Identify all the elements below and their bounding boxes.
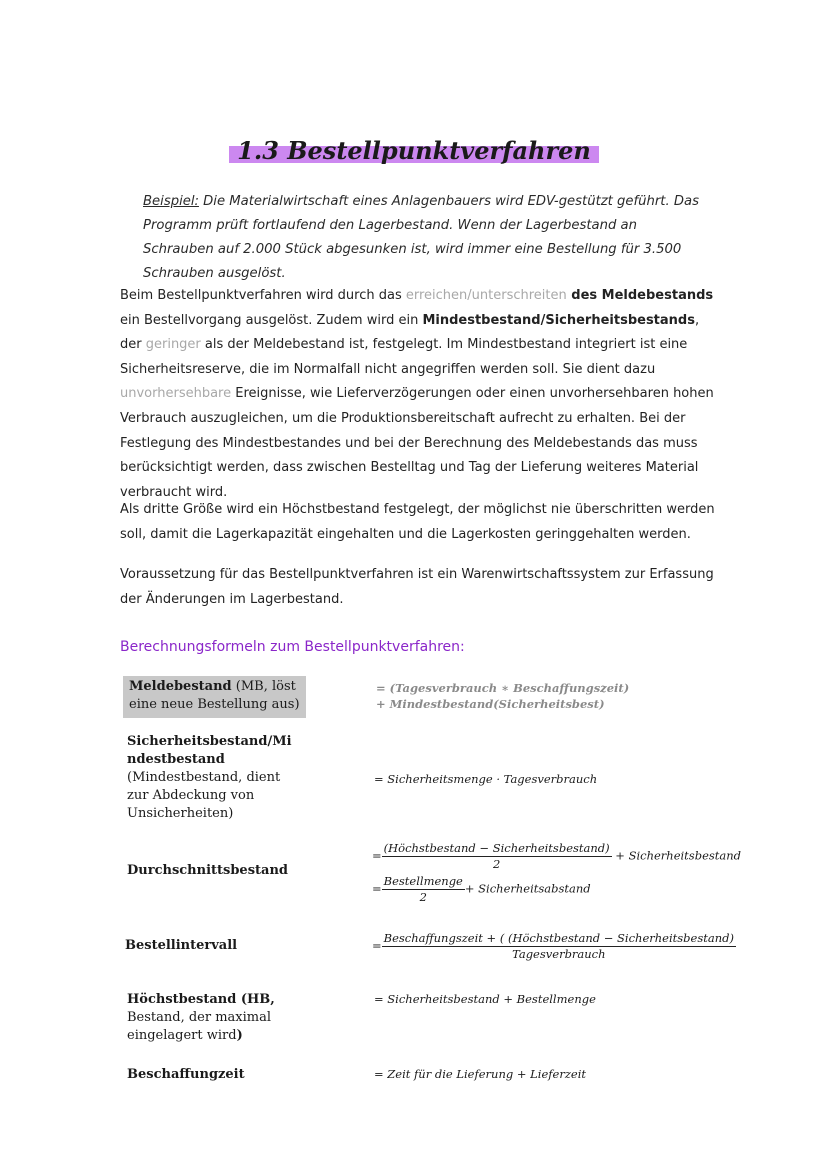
beschaffungszeit-label <box>127 1066 307 1084</box>
db-f2-rest: + Sicherheitsabstand <box>464 881 591 896</box>
sicherheitsbestand-label <box>127 733 299 823</box>
p1-g2: geringer <box>145 337 201 353</box>
example-block <box>143 190 703 286</box>
sicherheitsbestand-formula: = Sicherheitsmenge · Tagesverbrauch <box>374 772 598 786</box>
hoechstbestand-formula: = Sicherheitsbestand + Bestellmenge <box>374 992 596 1006</box>
hoechstbestand-label <box>127 991 277 1045</box>
db-f2-denominator: 2 <box>419 890 427 904</box>
db-f1-eq: = <box>372 848 382 863</box>
p1-g3: unvorhersehbare <box>120 386 232 402</box>
meldebestand-formula-line1: = (Tagesverbrauch ∗ Beschaffungszeit) <box>376 681 630 695</box>
meldebestand-formula-line2: + Mindestbestand(Sicherheitsbest) <box>376 697 605 711</box>
p1-g1: erreichen/unterschreiten <box>405 288 567 303</box>
p1-t3: , der <box>120 312 700 353</box>
sicherheitsbestand-label-rest: (Mindestbestand, dient zur Abdeckung von Unsicherheiten) <box>127 770 281 821</box>
p1-t2: ein Bestellvorgang ausgelöst. Zudem wird ein <box>120 312 423 328</box>
formula-heading: Berechnungsformeln zum Bestellpunktverfahren: <box>120 639 465 655</box>
beschaffungszeit-formula: = Zeit für die Lieferung + Lieferzeit <box>374 1067 587 1081</box>
paragraph-3: Voraussetzung für das Bestellpunktverfahren ist ein Warenwirtschaftssystem zur Erfassung der Änderungen im Lagerbestand. <box>120 567 714 607</box>
p1-b1: des Meldebestands <box>566 288 714 303</box>
p1-t5: Ereignisse, wie Lieferverzögerungen oder einen unvorhersehbaren hohen Verbrauch auszugleichen, um die Produktionsbereitschaft aufrecht zu erhalten. Bei der Festlegung des Mindestbestandes und bei der Berechnung des Meldebestands das muss berücksichtigt werden, dass zwischen Bestelltag und Tag der Lieferung weiteres Material verbraucht wird. <box>120 386 714 500</box>
hoechstbestand-label-close: ) <box>236 1028 243 1043</box>
page-title <box>229 136 599 166</box>
db-f1-denominator: 2 <box>492 857 501 871</box>
bestellintervall-label <box>125 937 305 955</box>
meldebestand-label <box>129 678 309 714</box>
bestellintervall-formula <box>372 931 736 962</box>
db-f1-numerator: (Höchstbestand − Sicherheitsbestand) <box>383 841 610 855</box>
example-text: Die Materialwirtschaft eines Anlagenbauers wird EDV-gestützt geführt. Das Programm prüft fortlaufend den Lagerbestand. Wenn der Lagerbestand an Schrauben auf 2.000 Stück abgesunken ist, wird immer eine Bestellung für 3.500 Schrauben ausgelöst. <box>143 194 699 281</box>
title-wrap <box>0 136 828 166</box>
db-f1-rest: + Sicherheitsbestand <box>615 848 742 863</box>
durchschnittsbestand-formula-2 <box>372 874 591 905</box>
hoechstbestand-label-rest: Bestand, der maximal eingelagert wird <box>127 1010 272 1043</box>
sicherheitsbestand-label-bold: Sicherheitsbestand/Mindestbestand <box>127 734 292 767</box>
meldebestand-label-bold: Meldebestand <box>129 679 232 694</box>
example-label: Beispiel: <box>143 194 199 209</box>
paragraph-1 <box>120 284 720 505</box>
paragraph-2: Als dritte Größe wird ein Höchstbestand festgelegt, der möglichst nie überschritten werden soll, damit die Lagerkapazität eingehalten und die Lagerkosten geringgehalten werden. <box>120 502 715 542</box>
db-f2-eq: = <box>372 881 382 896</box>
db-f2-fraction <box>382 874 465 905</box>
meldebestand-label-rest: (MB, löst eine neue Bestellung aus) <box>129 679 300 712</box>
p1-t4: als der Meldebestand ist, festgelegt. Im Mindestbestand integriert ist eine Sicherheitsreserve, die im Normalfall nicht angegriffen werden soll. Sie dient dazu <box>120 337 688 377</box>
db-f1-fraction <box>382 841 612 872</box>
durchschnittsbestand-formula-1 <box>372 841 741 872</box>
db-f2-numerator: Bestellmenge <box>383 874 463 888</box>
durchschnittsbestand-label <box>127 862 307 880</box>
bi-denominator: Tagesverbrauch <box>512 947 606 961</box>
beschaffungszeit-label-bold: Beschaffungzeit <box>127 1067 245 1082</box>
bi-fraction <box>382 931 736 962</box>
bestellintervall-label-bold: Bestellintervall <box>125 938 238 953</box>
bi-numerator: Beschaffungszeit + ( (Höchstbestand − Sicherheitsbestand) <box>383 931 734 945</box>
p1-b2: Mindestbestand/Sicherheitsbestands <box>422 312 695 328</box>
p1-t1: Beim Bestellpunktverfahren wird durch das <box>120 288 406 303</box>
title-text: 1.3 Bestellpunktverfahren <box>237 136 591 165</box>
hoechstbestand-label-bold: Höchstbestand (HB, <box>127 992 275 1007</box>
bi-eq: = <box>372 938 382 953</box>
durchschnittsbestand-label-bold: Durchschnittsbestand <box>127 863 288 878</box>
